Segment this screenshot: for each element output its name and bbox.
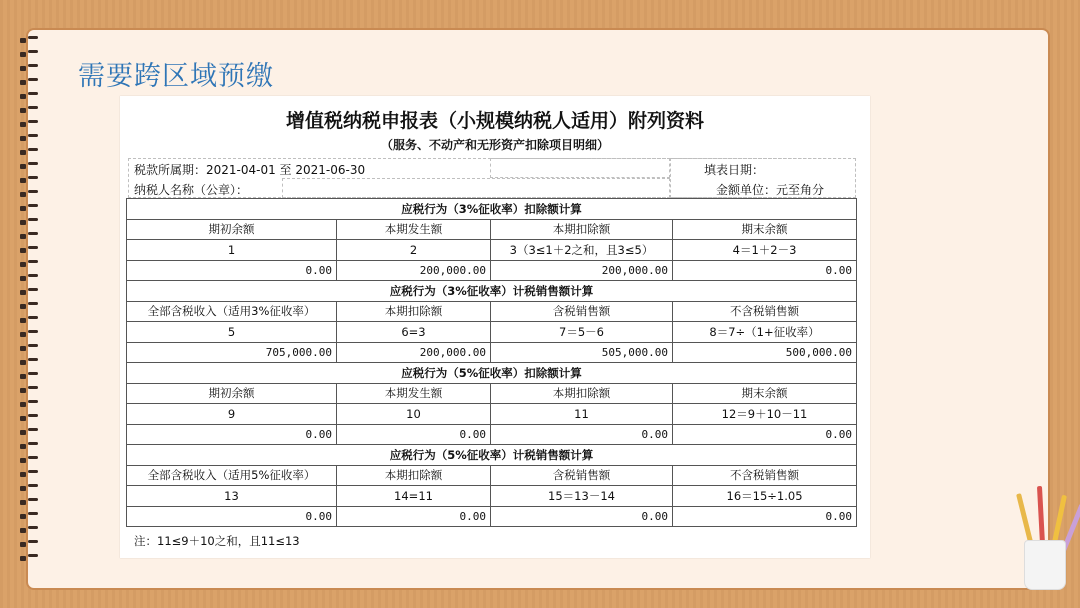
amount-cell: 0.00 [337,506,491,527]
form-subtitle: （服务、不动产和无形资产扣除项目明细） [380,138,609,152]
amount-cell: 500,000.00 [673,342,857,363]
form-info-cell [490,158,670,178]
column-header: 含税销售额 [491,465,673,486]
ring-icon [20,204,40,212]
taxpayer-name-label: 纳税人名称（公章）： [134,183,249,197]
ring-icon [20,400,40,408]
section-title: 应税行为（3%征收率）计税销售额计算 [127,281,857,302]
column-header: 本期发生额 [337,219,491,240]
form-title: 增值税纳税申报表（小规模纳税人适用）附列资料 [285,110,704,132]
section-title-row [127,281,857,302]
table-row [127,404,857,425]
column-code: 9 [127,404,337,425]
amount-cell: 505,000.00 [491,342,673,363]
column-header: 不含税销售额 [673,301,857,322]
ring-icon [20,484,40,492]
ring-icon [20,498,40,506]
column-code: 10 [337,404,491,425]
ring-icon [20,232,40,240]
ring-icon [20,218,40,226]
ring-icon [20,190,40,198]
ring-icon [20,414,40,422]
amount-cell: 200,000.00 [337,342,491,363]
slide-title: 需要跨区域预缴 [78,61,274,92]
ring-icon [20,386,40,394]
column-header: 本期扣除额 [337,301,491,322]
column-code: 8＝7÷（1+征收率） [673,322,857,343]
ring-icon [20,316,40,324]
ring-icon [20,442,40,450]
ring-icon [20,78,40,86]
tax-form-image [120,96,870,558]
column-code: 4＝1＋2－3 [673,240,857,261]
column-code: 11 [491,404,673,425]
column-header: 本期扣除额 [491,219,673,240]
ring-icon [20,358,40,366]
amount-unit-label: 金额单位：元至角分 [716,183,825,197]
ring-icon [20,554,40,562]
ring-icon [20,274,40,282]
column-code: 1 [127,240,337,261]
ring-icon [20,176,40,184]
column-code: 13 [127,486,337,507]
section-title-row [127,363,857,384]
ring-icon [20,372,40,380]
ring-icon [20,162,40,170]
amount-cell: 0.00 [491,506,673,527]
column-header: 全部含税收入（适用5%征收率） [127,465,337,486]
ring-icon [20,540,40,548]
section-title: 应税行为（5%征收率）扣除额计算 [127,363,857,384]
table-row [127,486,857,507]
column-header: 期末余额 [673,219,857,240]
ring-icon [20,302,40,310]
amount-cell: 200,000.00 [491,260,673,281]
amount-cell: 0.00 [673,260,857,281]
section-title-row [127,445,857,466]
fill-date-label: 填表日期： [704,163,765,177]
ring-icon [20,106,40,114]
column-code: 3（3≤1＋2之和，且3≤5） [491,240,673,261]
column-header: 期初余额 [127,383,337,404]
ring-icon [20,344,40,352]
table-row [127,342,857,363]
table-row [127,219,857,240]
column-code: 6=3 [337,322,491,343]
ring-icon [20,330,40,338]
table-row [127,240,857,261]
column-code: 16＝15÷1.05 [673,486,857,507]
table-row [127,465,857,486]
column-header: 本期扣除额 [337,465,491,486]
column-header: 期初余额 [127,219,337,240]
ring-icon [20,50,40,58]
amount-cell: 0.00 [127,424,337,445]
column-code: 2 [337,240,491,261]
table-row [127,322,857,343]
form-info-cell [282,178,670,198]
ring-icon [20,36,40,44]
section-title-row [127,199,857,220]
column-code: 5 [127,322,337,343]
ring-icon [20,428,40,436]
form-note: 注：11≤9＋10之和，且11≤13 [134,534,300,548]
amount-cell: 0.00 [673,424,857,445]
table-row [127,383,857,404]
column-code: 7＝5－6 [491,322,673,343]
column-header: 期末余额 [673,383,857,404]
cup-icon [1024,540,1066,590]
amount-cell: 200,000.00 [337,260,491,281]
amount-cell: 0.00 [491,424,673,445]
column-header: 本期扣除额 [491,383,673,404]
ring-icon [20,64,40,72]
column-code: 14=11 [337,486,491,507]
ring-icon [20,92,40,100]
amount-cell: 0.00 [673,506,857,527]
ring-icon [20,246,40,254]
amount-cell: 0.00 [127,260,337,281]
amount-cell: 0.00 [337,424,491,445]
ring-icon [20,148,40,156]
ring-icon [20,134,40,142]
ring-icon [20,512,40,520]
ring-icon [20,120,40,128]
ring-icon [20,526,40,534]
table-row [127,506,857,527]
column-header: 含税销售额 [491,301,673,322]
column-code: 12＝9＋10－11 [673,404,857,425]
ring-icon [20,260,40,268]
table-row [127,260,857,281]
tax-period: 税款所属期：2021-04-01 至 2021-06-30 [134,163,366,177]
table-row [127,424,857,445]
ring-icon [20,288,40,296]
column-code: 15＝13－14 [491,486,673,507]
ring-icon [20,456,40,464]
table-row [127,301,857,322]
column-header: 不含税销售额 [673,465,857,486]
column-header: 本期发生额 [337,383,491,404]
amount-cell: 705,000.00 [127,342,337,363]
ring-icon [20,470,40,478]
notebook-rings [20,36,44,576]
deduction-table [126,198,857,527]
section-title: 应税行为（3%征收率）扣除额计算 [127,199,857,220]
amount-cell: 0.00 [127,506,337,527]
section-title: 应税行为（5%征收率）计税销售额计算 [127,445,857,466]
column-header: 全部含税收入（适用3%征收率） [127,301,337,322]
